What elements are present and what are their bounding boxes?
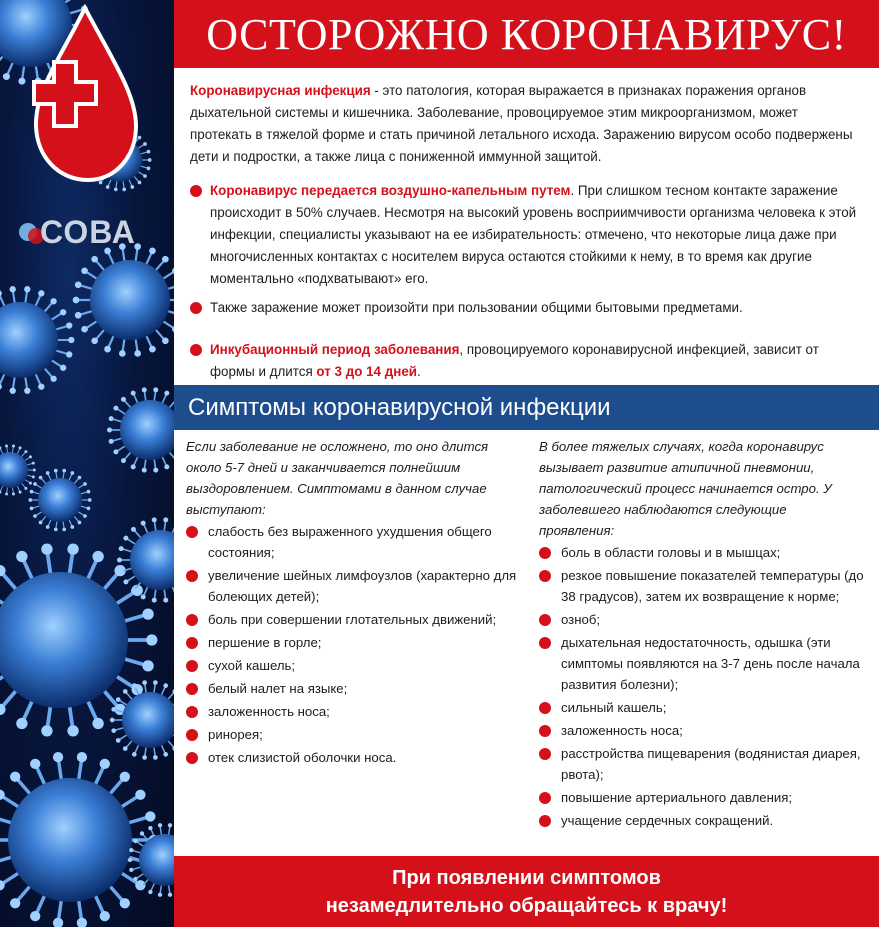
- incubation-text: , провоцируемого коронавирусной инфекцией, зависит от формы и длится: [210, 342, 819, 379]
- virus-particle: [28, 469, 91, 531]
- virus-particle: [0, 286, 74, 394]
- virus-particle: [128, 823, 174, 897]
- list-item: [186, 609, 521, 630]
- virus-particle: [73, 243, 174, 357]
- page-title: ОСТОРОЖНО КОРОНАВИРУС!: [206, 9, 847, 59]
- transmission-text: . При слишком тесном контакте заражение происходит в 50% случаев. Несмотря на высокий уровень восприимчивости организма человека к этой инфекции, специалисты указывают на ее избирательность: отмечено, что некоторые лица даже при многочисленных контактах с носителем вируса остаются стойкими к нему, в то время как другие моментально «подхватывают» его.: [210, 183, 857, 286]
- list-item: [539, 697, 864, 718]
- incubation-lead: Инкубационный период заболевания: [210, 342, 460, 357]
- list-item: [186, 565, 521, 607]
- list-item-text: слабость без выраженного ухудшения общего состояния;: [208, 524, 492, 560]
- footer-line-2: незамедлительно обращайтесь к врачу!: [325, 894, 728, 917]
- symptoms-title: Симптомы коронавирусной инфекции: [188, 393, 611, 421]
- intro-lead: Коронавирусная инфекция: [190, 83, 371, 98]
- list-item: [186, 701, 521, 722]
- list-item-text: сухой кашель;: [208, 658, 296, 673]
- list-item: [539, 542, 864, 563]
- list-item: [539, 787, 864, 808]
- bullet-dot: [539, 614, 551, 626]
- bullet-dot: [186, 752, 198, 764]
- incubation-period: от 3 до 14 дней: [316, 364, 417, 379]
- list-item: [539, 743, 864, 785]
- virus-particle: [117, 517, 174, 602]
- list-item-text: заложенность носа;: [208, 704, 330, 719]
- virus-particle: [107, 387, 174, 472]
- list-item: [186, 724, 521, 745]
- intro-text: - это патология, которая выражается в признаках поражения органов дыхательной системы и кишечника. Заболевание, провоцируемое этим микроорганизмом, может протекать в тяжелой форме и стать причиной летального исхода. Заражению вирусом особо подвержены дети и подростки, а также лица с пониженной иммунной защитой.: [190, 83, 853, 164]
- incubation-end: .: [417, 364, 421, 379]
- list-item: [186, 747, 521, 768]
- bullet-dot: [190, 344, 202, 356]
- bullet-dot: [186, 729, 198, 741]
- list-item-text: боль в области головы и в мышцах;: [561, 545, 781, 560]
- list-item: [539, 632, 864, 695]
- bullet-dot: [539, 702, 551, 714]
- list-item-text: отек слизистой оболочки носа.: [208, 750, 397, 765]
- bullet-dot: [186, 526, 198, 538]
- bullet-dot: [539, 570, 551, 582]
- header-band: [174, 0, 879, 68]
- household-text: Также заражение может произойти при пользовании общими бытовыми предметами.: [210, 300, 743, 315]
- red-cross-drop-logo: [30, 4, 140, 184]
- list-item: [186, 632, 521, 653]
- list-item-text: резкое повышение показателей температуры (до 38 градусов), затем их возвращение к норме;: [561, 568, 864, 604]
- sova-logo-text: СОВА: [40, 214, 136, 250]
- list-item-text: ринорея;: [208, 727, 263, 742]
- bullet-dot: [186, 637, 198, 649]
- list-item-text: учащение сердечных сокращений.: [561, 813, 774, 828]
- list-item-text: боль при совершении глотательных движений;: [208, 612, 497, 627]
- symptoms-band: [174, 385, 879, 430]
- list-item: [539, 565, 864, 607]
- virus-particle: [0, 444, 36, 495]
- bullet-dot: [190, 302, 202, 314]
- list-item: [539, 810, 864, 831]
- transmission-lead: Коронавирус передается воздушно-капельным путем: [210, 183, 571, 198]
- bullet-dot: [186, 614, 198, 626]
- list-item-text: дыхательная недостаточность, одышка (эти симптомы появляются на 3-7 день после начала развития болезни);: [561, 635, 860, 692]
- decorative-virus-panel: [0, 0, 174, 927]
- list-item: [539, 609, 864, 630]
- severe-symptoms-column: [539, 436, 864, 833]
- incubation-paragraph: [190, 339, 860, 383]
- list-item-text: заложенность носа;: [561, 723, 683, 738]
- list-item: [186, 655, 521, 676]
- bullet-dot: [186, 683, 198, 695]
- list-item-text: увеличение шейных лимфоузлов (характерно для болеющих детей);: [208, 568, 517, 604]
- mild-symptoms-column: [186, 436, 521, 770]
- list-item-text: белый налет на языке;: [208, 681, 348, 696]
- bullet-dot: [539, 748, 551, 760]
- list-item-text: сильный кашель;: [561, 700, 667, 715]
- mild-intro: Если заболевание не осложнено, то оно длится около 5-7 дней и заканчивается полнейшим выздоровлением. Симптомами в данном случае выступают:: [186, 439, 489, 517]
- list-item: [539, 720, 864, 741]
- bullet-dot: [539, 815, 551, 827]
- bullet-dot: [539, 792, 551, 804]
- bullet-dot: [190, 185, 202, 197]
- list-item: [186, 521, 521, 563]
- footer-line-1: При появлении симптомов: [392, 866, 661, 889]
- intro-paragraph: [190, 80, 860, 168]
- bullet-dot: [539, 725, 551, 737]
- bullet-dot: [539, 547, 551, 559]
- bullet-dot: [186, 570, 198, 582]
- list-item: [186, 678, 521, 699]
- bullet-dot: [186, 706, 198, 718]
- footer-band: [174, 856, 879, 927]
- severe-intro: В более тяжелых случаях, когда коронавирус вызывает развитие атипичной пневмонии, патологический процесс начинается остро. У заболевшего наблюдаются следующие проявления:: [539, 439, 832, 538]
- list-item-text: расстройства пищеварения (водянистая диарея, рвота);: [561, 746, 861, 782]
- list-item-text: повышение артериального давления;: [561, 790, 793, 805]
- list-item-text: озноб;: [561, 612, 601, 627]
- bullet-dot: [539, 637, 551, 649]
- transmission-paragraph: [190, 180, 860, 290]
- list-item-text: першение в горле;: [208, 635, 322, 650]
- bullet-dot: [186, 660, 198, 672]
- household-paragraph: [190, 297, 860, 319]
